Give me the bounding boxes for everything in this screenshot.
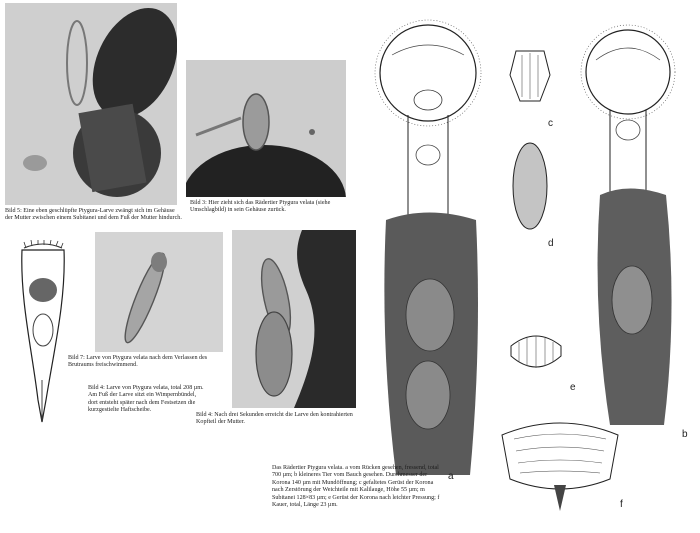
caption-bild4-larva: Bild 4: Larve von Ptygura velata, total 208 µm. Am Fuß der Larve sitzt ein Wimpernbündel, dort entsteht später nach dem Festsetzen die kurzgestielte Haftscheibe. — [88, 385, 204, 414]
photo-bild3 — [186, 60, 346, 197]
caption-bild7: Bild 7: Larve von Ptygura velata nach dem Verlassen des Brutraums freischwimmend. — [68, 355, 208, 369]
drawing-figure-c — [506, 45, 554, 107]
caption-plate: Das Rädertier Ptygura velata. a vom Rücken gesehen, fressend, total 700 µm; b kleineres Tier vom Bauch gesehen. Durchmesser der Korona 140 µm mit Mundöffnung; c gefaltetes Gerüst der Korona nach Zerstörung der Weichteile mit Kalilauge, Höhe 55 µm; m Subitanei 128×83 µm; e Gerüst der Korona nach leichter Pressung; f Kauer, total, Länge 23 µm. — [272, 465, 440, 509]
caption-bild4-sekunden: Bild 4: Nach drei Sekunden erreicht die Larve den kontrahierten Kopfteil der Mutter. — [196, 412, 353, 426]
figure-letter-b: b — [682, 429, 688, 440]
figure-letter-e: e — [570, 382, 576, 393]
caption-bild5: Bild 5: Eine eben geschlüpfte Ptygura-Larve zwängt sich im Gehäuse der Mutter zwischen einem Subitanei und dem Fuß der Mutter hindurch. — [5, 208, 182, 222]
drawing-larva — [14, 240, 72, 426]
drawing-figure-f — [494, 405, 626, 517]
figure-letter-d: d — [548, 238, 554, 249]
drawing-figure-d — [510, 140, 550, 232]
figure-letter-c: c — [548, 118, 553, 129]
photo-bild5 — [5, 3, 177, 205]
photo-bild7 — [95, 232, 223, 352]
photo-bild4-sekunden — [232, 230, 356, 408]
caption-bild3: Bild 3: Hier zieht sich das Rädertier Ptygura velata (siehe Umschlagbild) in sein Gehäuse zurück. — [190, 200, 331, 214]
drawing-figure-a — [358, 15, 493, 485]
figure-letter-f: f — [620, 499, 623, 510]
drawing-figure-e — [505, 322, 567, 380]
drawing-figure-b — [566, 20, 690, 430]
figure-letter-a: a — [448, 471, 454, 482]
